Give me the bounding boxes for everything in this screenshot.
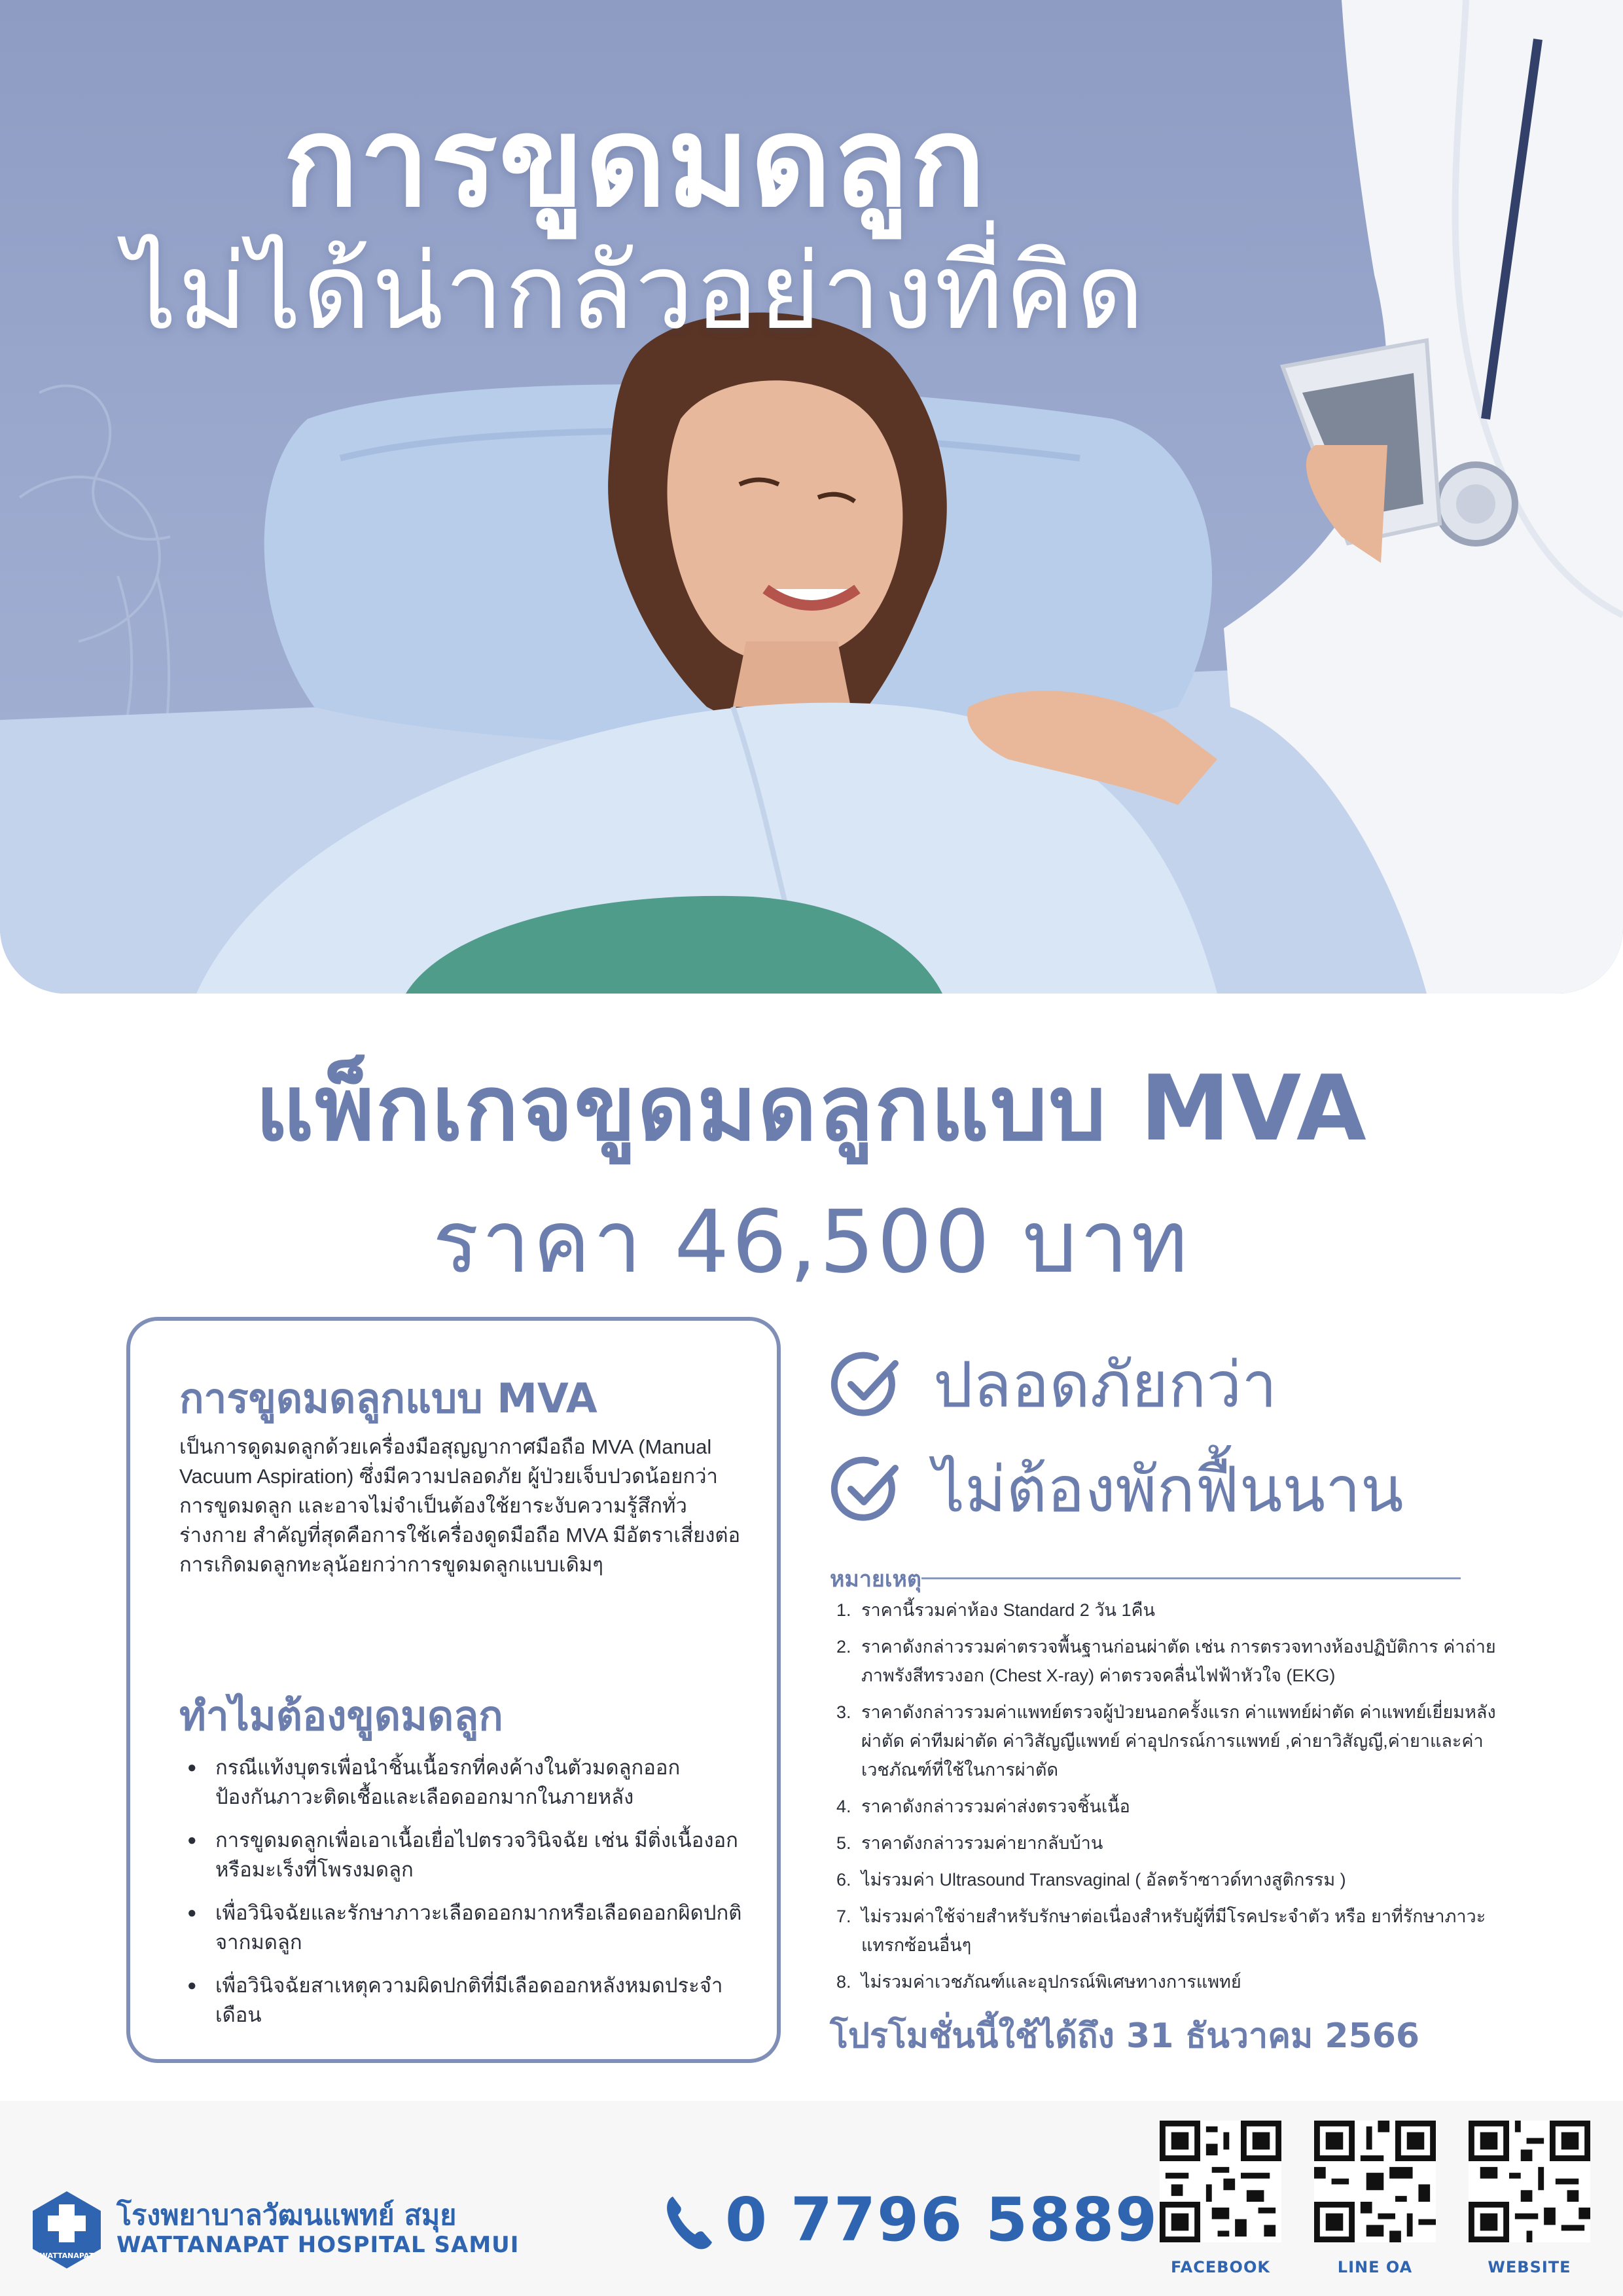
phone-number[interactable]: 0 7796 5889 [725, 2185, 1159, 2255]
note-item: 8. ไม่รวมค่าเวชภัณฑ์และอุปกรณ์พิเศษทางการแพทย์ [836, 1972, 1241, 1992]
phone-icon[interactable] [662, 2193, 715, 2251]
info-card [126, 1317, 781, 2063]
check-circle-icon [830, 1454, 902, 1526]
note-item: 1. ราคานี้รวมค่าห้อง Standard 2 วัน 1คืน [836, 1600, 1155, 1620]
facebook-qr-code[interactable] [1160, 2121, 1281, 2242]
footer [0, 2101, 1623, 2296]
why-item: ● เพื่อวินิจฉัยและรักษาภาวะเลือดออกมากหรือเลือดออกผิดปกติจากมดลูก [179, 1898, 742, 1957]
note-item: 7. ไม่รวมค่าใช้จ่ายสำหรับรักษาต่อเนื่องสำหรับผู้ที่มีโรคประจำตัว หรือ ยาที่รักษาภาวะแทรกซ้อนอื่นๆ [836, 1907, 1486, 1955]
hospital-logo-icon[interactable] [27, 2187, 106, 2272]
note-item: 3. ราคาดังกล่าวรวมค่าแพทย์ตรวจผู้ป่วยนอกครั้งแรก ค่าแพทย์ผ่าตัด ค่าแพทย์เยี่ยมหลังผ่าตัด ค่าทีมผ่าตัด ค่าวิสัญญีแพทย์ ค่าอุปกรณ์การแพทย์ ,ค่ายาวิสัญญี,ค่ายาและค่าเวชภัณฑ์ที่ใช้ในการผ่าตัด [836, 1702, 1496, 1780]
why-item: ● การขูดมดลูกเพื่อเอาเนื้อเยื่อไปตรวจวินิจฉัย เช่น มีติ่งเนื้องอกหรือมะเร็งที่โพรงมดลูก [179, 1825, 742, 1884]
qr-label-line: LINE OA [1337, 2258, 1413, 2276]
note-item: 4. ราคาดังกล่าวรวมค่าส่งตรวจชิ้นเนื้อ [836, 1797, 1130, 1816]
info-paragraph: เป็นการดูดมดลูกด้วยเครื่องมือสุญญากาศมือถือ MVA (Manual Vacuum Aspiration) ซึ่งมีความปลอดภัย ผู้ป่วยเจ็บปวดน้อยกว่าการขูดมดลูก และอาจไม่จำเป็นต้องใช้ยาระงับความรู้สึกทั่วร่างกาย สำคัญที่สุดคือการใช้เครื่องดูดมือถือ MVA มีอัตราเสี่ยงต่อการเกิดมดลูกทะลุน้อยกว่าการขูดมดลูกแบบเดิมๆ [179, 1435, 741, 1576]
benefit-label: ปลอดภัยกว่า [933, 1348, 1277, 1422]
promo-validity: โปรโมชั่นนี้ใช้ได้ถึง 31 ธันวาคม 2566 [830, 2017, 1420, 2056]
benefit-safer [830, 1335, 1277, 1435]
benefit-label: ไม่ต้องพักฟื้นนาน [933, 1453, 1404, 1526]
note-item: 2. ราคาดังกล่าวรวมค่าตรวจพื้นฐานก่อนผ่าตัด เช่น การตรวจทางห้องปฏิบัติการ ค่าถ่ายภาพรังสีทรวงอก (Chest X-ray) ค่าตรวจคลื่นไฟฟ้าหัวใจ (EKG) [836, 1637, 1496, 1685]
why-item: ● กรณีแท้งบุตรเพื่อนำชิ้นเนื้อรกที่คงค้างในตัวมดลูกออก ป้องกันภาวะติดเชื้อและเลือดออกมากในภายหลัง [179, 1753, 742, 1812]
line-oa-qr-code[interactable] [1314, 2121, 1436, 2242]
package-title: แพ็กเกจขูดมดลูกแบบ MVA [255, 1056, 1368, 1161]
qr-label-website: WEBSITE [1488, 2258, 1571, 2276]
note-item: 6. ไม่รวมค่า Ultrasound Transvaginal ( อัลตร้าซาวด์ทางสูติกรรม ) [836, 1870, 1346, 1890]
hero-title-line2: ไม่ได้น่ากลัวอย่างที่คิด [124, 230, 1146, 353]
qr-label-facebook: FACEBOOK [1171, 2258, 1270, 2276]
check-circle-icon [830, 1349, 902, 1421]
package-price: ราคา 46,500 บาท [432, 1192, 1191, 1293]
hospital-name-th: โรงพยาบาลวัฒนแพทย์ สมุย [116, 2199, 457, 2232]
notes-divider [921, 1577, 1461, 1579]
notes-heading: หมายเหตุ [830, 1566, 921, 1592]
info-heading: การขูดมดลูกแบบ MVA [179, 1374, 597, 1422]
note-item: 5. ราคาดังกล่าวรวมค่ายากลับบ้าน [836, 1833, 1103, 1853]
why-item: ● เพื่อวินิจฉัยสาเหตุความผิดปกติที่มีเลือดออกหลังหมดประจำเดือน [179, 1971, 742, 2030]
hospital-name-en: WATTANAPAT HOSPITAL SAMUI [116, 2232, 520, 2258]
website-qr-code[interactable] [1469, 2121, 1590, 2242]
hero-banner [0, 0, 1623, 994]
benefit-short-recovery [830, 1440, 1404, 1539]
why-list [179, 1753, 742, 2043]
hero-title-line1: การขูดมดลูก [283, 90, 987, 234]
notes-list [830, 1596, 1510, 2004]
svg-text:WATTANAPAT: WATTANAPAT [39, 2251, 94, 2260]
why-heading: ทำไมต้องขูดมดลูก [179, 1692, 503, 1740]
